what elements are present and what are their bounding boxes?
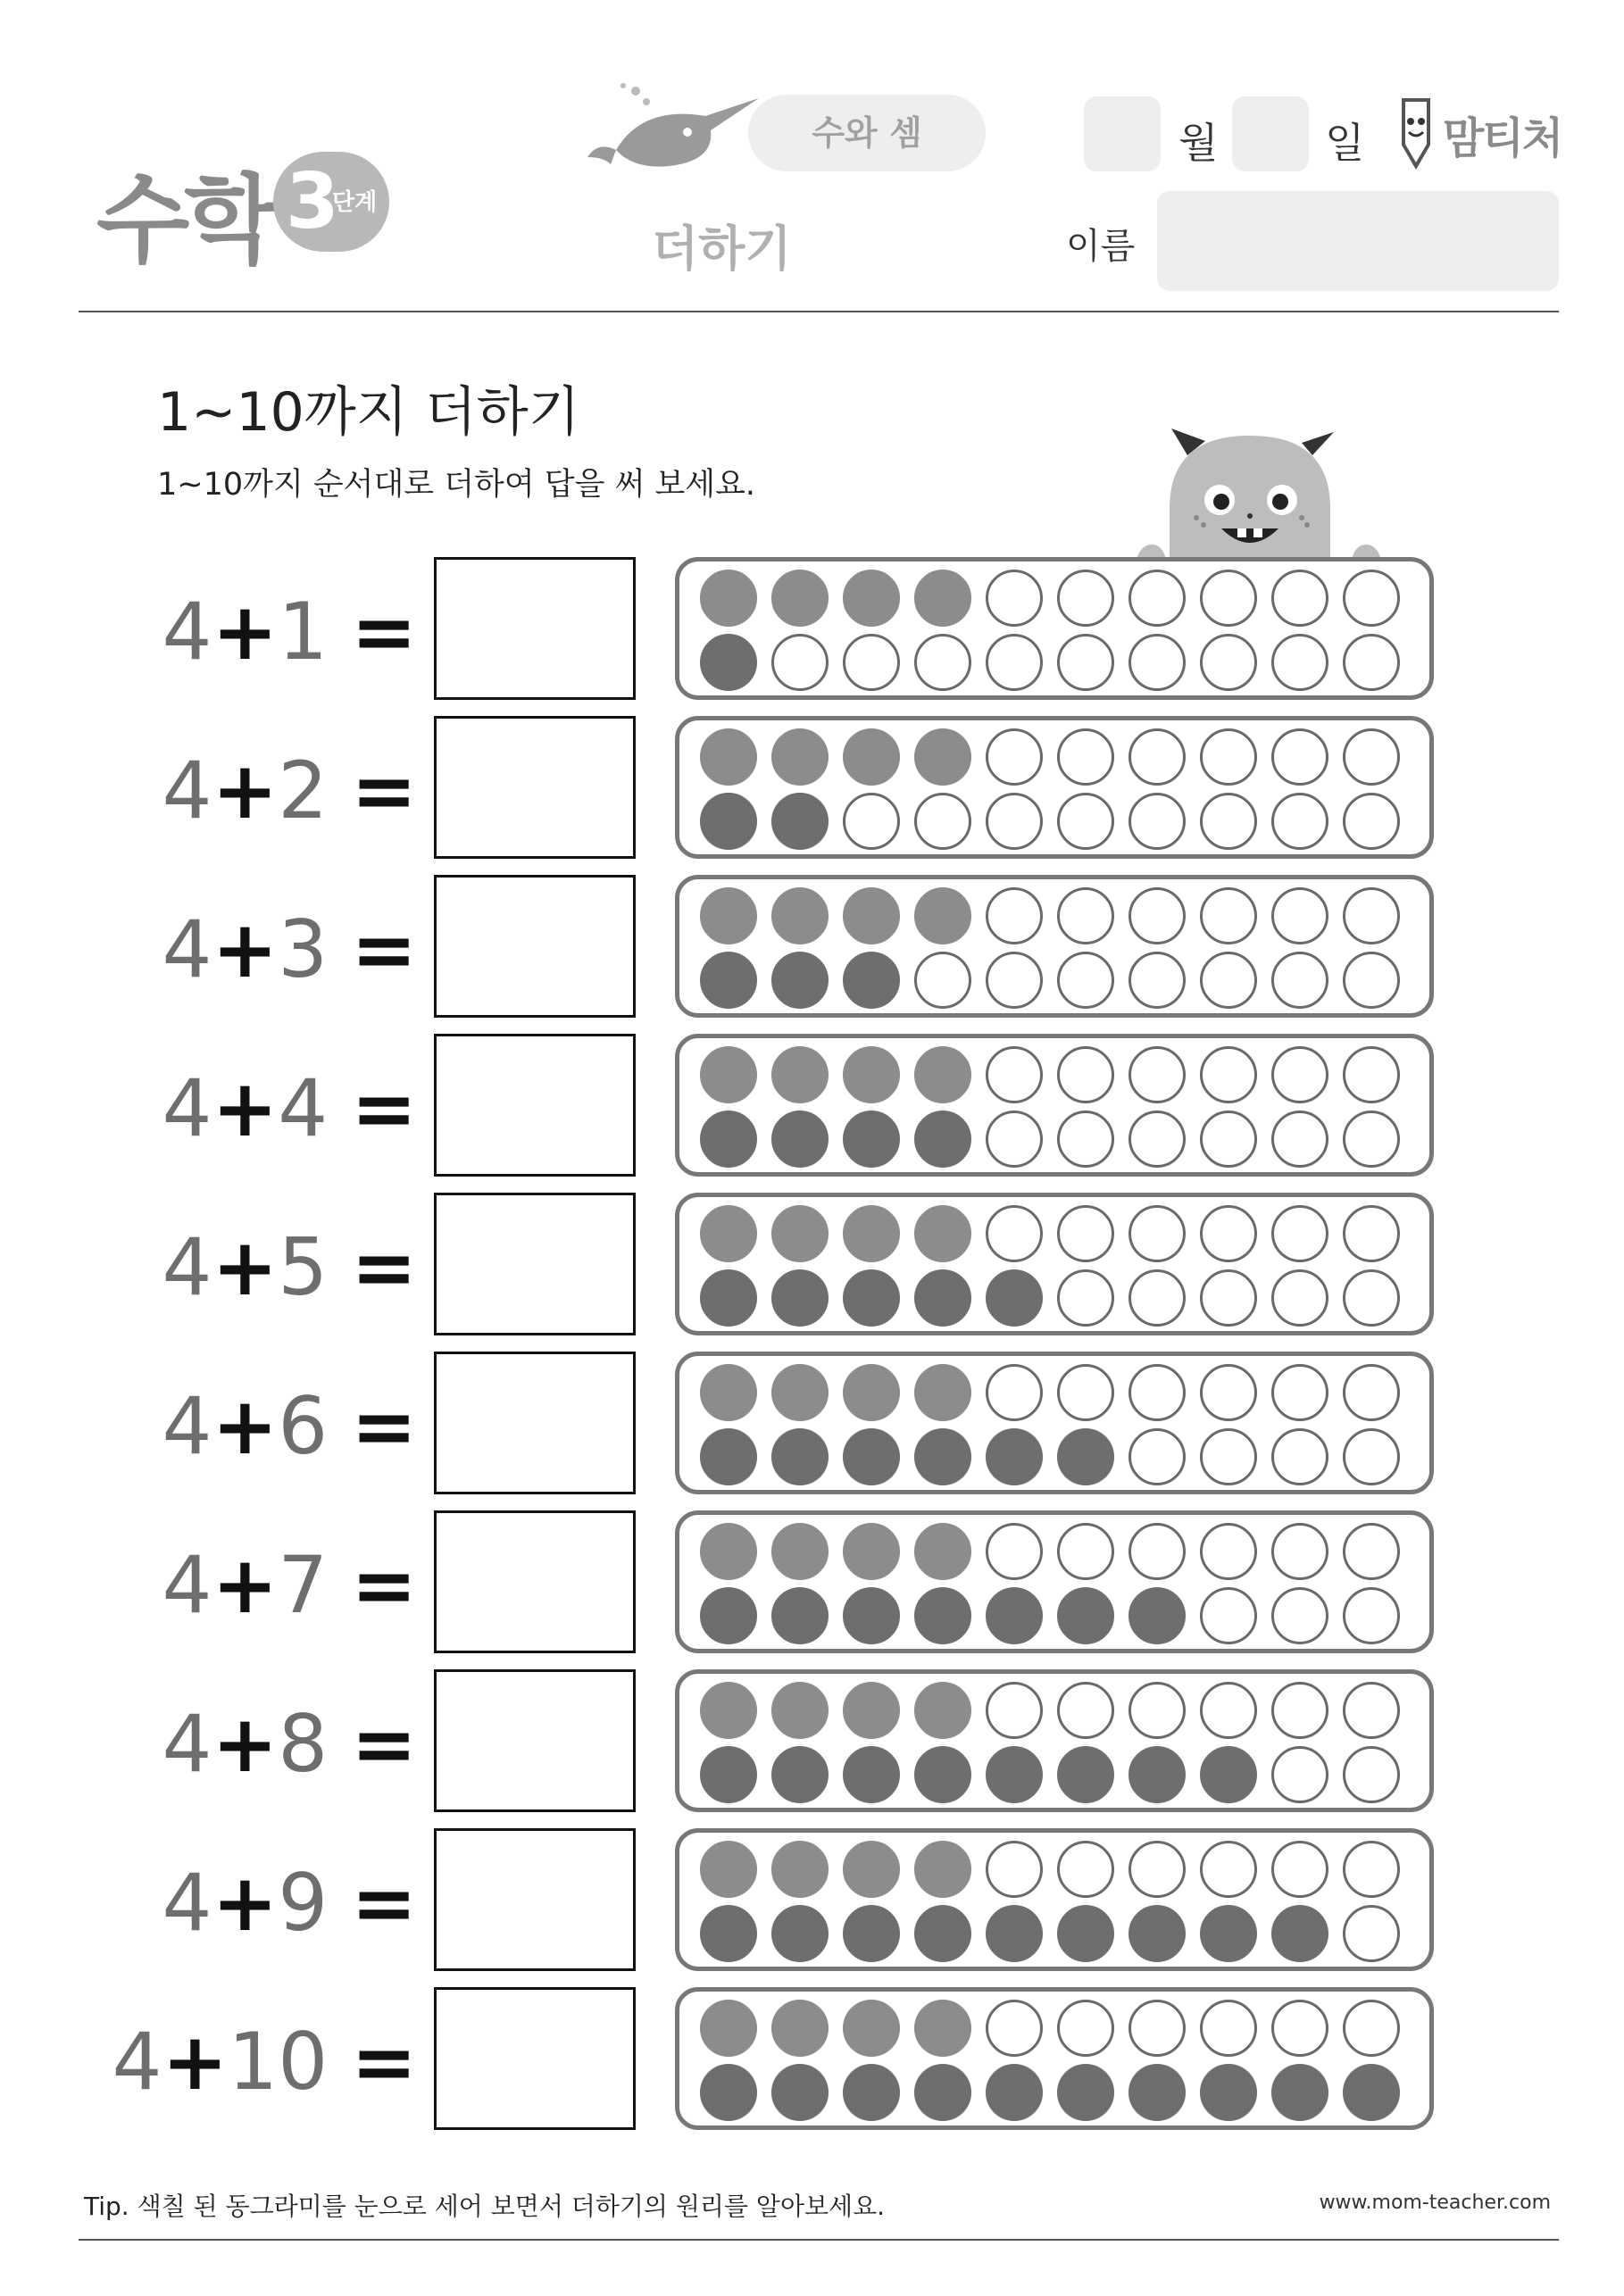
filled-counter-dot: [843, 1046, 900, 1103]
filled-counter-dot: [843, 1841, 900, 1898]
filled-counter-dot: [843, 1682, 900, 1739]
filled-counter-dot: [700, 1523, 757, 1580]
empty-counter-dot: [986, 2000, 1043, 2057]
addend-b: 6: [278, 1380, 329, 1472]
addend-b: 8: [278, 1698, 329, 1790]
empty-counter-dot: [1271, 1111, 1328, 1168]
equals-sign: =: [351, 2016, 417, 2108]
empty-counter-dot: [1128, 1523, 1186, 1580]
filled-counter-dot: [700, 1205, 757, 1262]
filled-counter-dot: [771, 1841, 829, 1898]
empty-counter-dot: [1128, 1841, 1186, 1898]
filled-counter-dot: [843, 1905, 900, 1962]
filled-counter-dot: [700, 1428, 757, 1485]
problem-row: [0, 1669, 1624, 1812]
equals-sign: =: [351, 1857, 417, 1949]
empty-counter-dot: [1057, 634, 1114, 691]
empty-counter-dot: [1128, 1682, 1186, 1739]
filled-counter-dot: [1271, 1905, 1328, 1962]
empty-counter-dot: [1271, 728, 1328, 786]
filled-counter-dot: [700, 728, 757, 786]
filled-counter-dot: [914, 1841, 971, 1898]
empty-counter-dot: [1057, 1682, 1114, 1739]
problem-row: [0, 1510, 1624, 1653]
empty-counter-dot: [986, 1046, 1043, 1103]
empty-counter-dot: [1200, 2000, 1257, 2057]
empty-counter-dot: [1271, 570, 1328, 627]
filled-counter-dot: [771, 1111, 829, 1168]
empty-counter-dot: [986, 952, 1043, 1009]
empty-counter-dot: [1057, 887, 1114, 944]
filled-counter-dot: [914, 1269, 971, 1327]
day-field[interactable]: [1232, 96, 1309, 171]
plus-sign: +: [212, 745, 279, 836]
filled-counter-dot: [914, 1682, 971, 1739]
empty-counter-dot: [1343, 1046, 1400, 1103]
filled-counter-dot: [986, 1269, 1043, 1327]
equals-sign: =: [351, 1221, 417, 1313]
filled-counter-dot: [771, 1269, 829, 1327]
empty-counter-dot: [1200, 952, 1257, 1009]
empty-counter-dot: [1271, 1746, 1328, 1803]
empty-counter-dot: [1128, 952, 1186, 1009]
problem-row: [0, 1193, 1624, 1335]
equals-sign: =: [351, 586, 417, 678]
pencil-mascot-icon: [1391, 91, 1441, 171]
filled-counter-dot: [914, 1111, 971, 1168]
filled-counter-dot: [1057, 2064, 1114, 2121]
empty-counter-dot: [1271, 1523, 1328, 1580]
empty-counter-dot: [986, 1111, 1043, 1168]
empty-counter-dot: [1057, 728, 1114, 786]
addend-a: 4: [162, 1698, 212, 1790]
filled-counter-dot: [771, 952, 829, 1009]
filled-counter-dot: [771, 1364, 829, 1421]
filled-counter-dot: [914, 2000, 971, 2057]
empty-counter-dot: [1200, 1523, 1257, 1580]
empty-counter-dot: [1057, 1523, 1114, 1580]
filled-counter-dot: [771, 1205, 829, 1262]
filled-counter-dot: [914, 1364, 971, 1421]
problem-row: [0, 1352, 1624, 1494]
filled-counter-dot: [843, 728, 900, 786]
empty-counter-dot: [1343, 1682, 1400, 1739]
empty-counter-dot: [843, 634, 900, 691]
filled-counter-dot: [700, 1269, 757, 1327]
empty-counter-dot: [1128, 793, 1186, 850]
equation: [162, 1221, 417, 1313]
filled-counter-dot: [843, 1111, 900, 1168]
empty-counter-dot: [1200, 1841, 1257, 1898]
narwhal-icon: [580, 79, 768, 186]
filled-counter-dot: [914, 1428, 971, 1485]
filled-counter-dot: [914, 1905, 971, 1962]
tip-text: Tip. 색칠 된 동그라미를 눈으로 세어 보면서 더하기의 원리를 알아보세요.: [84, 2192, 886, 2221]
empty-counter-dot: [1200, 793, 1257, 850]
empty-counter-dot: [1343, 1205, 1400, 1262]
filled-counter-dot: [700, 1682, 757, 1739]
empty-counter-dot: [1200, 1587, 1257, 1644]
plus-sign: +: [212, 1539, 279, 1631]
empty-counter-dot: [843, 793, 900, 850]
answer-box[interactable]: [434, 1669, 636, 1812]
filled-counter-dot: [700, 1364, 757, 1421]
filled-counter-dot: [843, 1205, 900, 1262]
empty-counter-dot: [1128, 1046, 1186, 1103]
filled-counter-dot: [771, 2064, 829, 2121]
empty-counter-dot: [986, 570, 1043, 627]
empty-counter-dot: [1271, 1205, 1328, 1262]
filled-counter-dot: [700, 887, 757, 944]
empty-counter-dot: [1128, 1364, 1186, 1421]
addend-a: 4: [162, 1857, 212, 1949]
answer-box[interactable]: [434, 1828, 636, 1971]
filled-counter-dot: [771, 1905, 829, 1962]
filled-counter-dot: [1128, 2064, 1186, 2121]
filled-counter-dot: [986, 1587, 1043, 1644]
plus-sign: +: [212, 1857, 279, 1949]
filled-counter-dot: [843, 1523, 900, 1580]
filled-counter-dot: [771, 1046, 829, 1103]
empty-counter-dot: [1271, 1841, 1328, 1898]
filled-counter-dot: [843, 1269, 900, 1327]
empty-counter-dot: [1343, 1428, 1400, 1485]
empty-counter-dot: [1128, 887, 1186, 944]
equation: [162, 745, 417, 836]
addend-a: 4: [162, 1380, 212, 1472]
addend-a: 4: [112, 2016, 162, 2108]
filled-counter-dot: [914, 570, 971, 627]
plus-sign: +: [212, 1698, 279, 1790]
filled-counter-dot: [700, 1841, 757, 1898]
filled-counter-dot: [771, 570, 829, 627]
filled-counter-dot: [986, 1905, 1043, 1962]
equals-sign: =: [351, 1539, 417, 1631]
empty-counter-dot: [1200, 1682, 1257, 1739]
empty-counter-dot: [1128, 570, 1186, 627]
filled-counter-dot: [914, 1523, 971, 1580]
empty-counter-dot: [1271, 634, 1328, 691]
addend-b: 9: [278, 1857, 329, 1949]
plus-sign: +: [162, 2016, 229, 2108]
empty-counter-dot: [771, 634, 829, 691]
empty-counter-dot: [1200, 728, 1257, 786]
month-field[interactable]: [1084, 96, 1161, 171]
equation: [162, 586, 417, 678]
filled-counter-dot: [914, 728, 971, 786]
empty-counter-dot: [1343, 1364, 1400, 1421]
empty-counter-dot: [1128, 1269, 1186, 1327]
filled-counter-dot: [914, 1205, 971, 1262]
problem-row: [0, 557, 1624, 700]
problem-row: [0, 716, 1624, 859]
empty-counter-dot: [1343, 1841, 1400, 1898]
empty-counter-dot: [1057, 952, 1114, 1009]
plus-sign: +: [212, 903, 279, 995]
answer-box[interactable]: [434, 1352, 636, 1494]
addend-b: 2: [278, 745, 329, 836]
empty-counter-dot: [914, 634, 971, 691]
equals-sign: =: [351, 903, 417, 995]
empty-counter-dot: [1200, 1111, 1257, 1168]
website-url: www.mom-teacher.com: [1319, 2192, 1551, 2214]
addend-a: 4: [162, 1539, 212, 1631]
filled-counter-dot: [700, 1111, 757, 1168]
empty-counter-dot: [1343, 570, 1400, 627]
empty-counter-dot: [986, 634, 1043, 691]
addend-b: 4: [278, 1062, 329, 1154]
filled-counter-dot: [843, 1587, 900, 1644]
empty-counter-dot: [1057, 1841, 1114, 1898]
filled-counter-dot: [771, 1587, 829, 1644]
footer-divider: [79, 2239, 1559, 2241]
empty-counter-dot: [1200, 1269, 1257, 1327]
plus-sign: +: [212, 1062, 279, 1154]
filled-counter-dot: [700, 1046, 757, 1103]
empty-counter-dot: [1128, 634, 1186, 691]
filled-counter-dot: [700, 952, 757, 1009]
answer-box[interactable]: [434, 1510, 636, 1653]
filled-counter-dot: [1128, 1746, 1186, 1803]
empty-counter-dot: [1271, 1269, 1328, 1327]
filled-counter-dot: [771, 887, 829, 944]
empty-counter-dot: [1057, 1111, 1114, 1168]
empty-counter-dot: [1271, 1364, 1328, 1421]
empty-counter-dot: [1200, 887, 1257, 944]
addend-a: 4: [162, 1221, 212, 1313]
empty-counter-dot: [986, 1523, 1043, 1580]
filled-counter-dot: [843, 2064, 900, 2121]
filled-counter-dot: [771, 1428, 829, 1485]
month-label: 월: [1178, 119, 1219, 167]
empty-counter-dot: [1343, 1587, 1400, 1644]
filled-counter-dot: [700, 570, 757, 627]
empty-counter-dot: [1271, 1428, 1328, 1485]
empty-counter-dot: [986, 1364, 1043, 1421]
plus-sign: +: [212, 1380, 279, 1472]
empty-counter-dot: [1128, 1205, 1186, 1262]
empty-counter-dot: [1271, 887, 1328, 944]
empty-counter-dot: [1343, 728, 1400, 786]
empty-counter-dot: [1128, 1111, 1186, 1168]
filled-counter-dot: [700, 2064, 757, 2121]
empty-counter-dot: [1200, 1205, 1257, 1262]
filled-counter-dot: [843, 887, 900, 944]
problem-row: [0, 1987, 1624, 2130]
answer-box[interactable]: [434, 875, 636, 1018]
empty-counter-dot: [1271, 2000, 1328, 2057]
filled-counter-dot: [700, 2000, 757, 2057]
addend-a: 4: [162, 745, 212, 836]
filled-counter-dot: [1057, 1905, 1114, 1962]
worksheet-logo: [96, 134, 400, 277]
filled-counter-dot: [1200, 2064, 1257, 2121]
empty-counter-dot: [1343, 1746, 1400, 1803]
empty-counter-dot: [1128, 2000, 1186, 2057]
empty-counter-dot: [1343, 1523, 1400, 1580]
answer-box[interactable]: [434, 1034, 636, 1177]
empty-counter-dot: [1057, 570, 1114, 627]
empty-counter-dot: [1343, 952, 1400, 1009]
filled-counter-dot: [700, 1905, 757, 1962]
addend-b: 10: [228, 2016, 329, 2108]
empty-counter-dot: [1343, 887, 1400, 944]
filled-counter-dot: [771, 2000, 829, 2057]
filled-counter-dot: [700, 793, 757, 850]
logo-text: 수학: [96, 165, 272, 277]
filled-counter-dot: [771, 728, 829, 786]
problem-row: [0, 1034, 1624, 1177]
brand-logo: [1391, 91, 1570, 171]
empty-counter-dot: [1200, 570, 1257, 627]
equation: [162, 1698, 417, 1790]
empty-counter-dot: [1343, 1269, 1400, 1327]
empty-counter-dot: [1343, 634, 1400, 691]
filled-counter-dot: [1343, 2064, 1400, 2121]
empty-counter-dot: [1057, 1205, 1114, 1262]
addend-a: 4: [162, 1062, 212, 1154]
filled-counter-dot: [1057, 1587, 1114, 1644]
empty-counter-dot: [1200, 1364, 1257, 1421]
addend-b: 7: [278, 1539, 329, 1631]
filled-counter-dot: [1200, 1905, 1257, 1962]
empty-counter-dot: [1057, 1269, 1114, 1327]
filled-counter-dot: [1271, 2064, 1328, 2121]
empty-counter-dot: [986, 1841, 1043, 1898]
addend-b: 3: [278, 903, 329, 995]
empty-counter-dot: [1128, 1428, 1186, 1485]
empty-counter-dot: [1057, 1364, 1114, 1421]
filled-counter-dot: [986, 1428, 1043, 1485]
level-step: 단계: [332, 189, 378, 216]
filled-counter-dot: [843, 570, 900, 627]
empty-counter-dot: [1343, 1905, 1400, 1962]
empty-counter-dot: [1128, 728, 1186, 786]
equals-sign: =: [351, 1062, 417, 1154]
filled-counter-dot: [986, 1746, 1043, 1803]
empty-counter-dot: [986, 793, 1043, 850]
empty-counter-dot: [1200, 634, 1257, 691]
empty-counter-dot: [1343, 2000, 1400, 2057]
filled-counter-dot: [700, 1746, 757, 1803]
answer-box[interactable]: [434, 716, 636, 859]
header-divider: [79, 311, 1559, 312]
brand-text: 맘티처: [1443, 113, 1562, 163]
equation: [112, 2016, 417, 2108]
empty-counter-dot: [986, 1205, 1043, 1262]
empty-counter-dot: [1057, 2000, 1114, 2057]
subtopic-label: 더하기: [652, 220, 792, 277]
empty-counter-dot: [986, 1682, 1043, 1739]
filled-counter-dot: [986, 2064, 1043, 2121]
answer-box[interactable]: [434, 1193, 636, 1335]
filled-counter-dot: [771, 793, 829, 850]
monster-mascot-icon: [1116, 411, 1402, 571]
filled-counter-dot: [771, 1523, 829, 1580]
addend-a: 4: [162, 903, 212, 995]
filled-counter-dot: [843, 952, 900, 1009]
filled-counter-dot: [843, 2000, 900, 2057]
equals-sign: =: [351, 745, 417, 836]
filled-counter-dot: [914, 1746, 971, 1803]
addend-b: 5: [278, 1221, 329, 1313]
filled-counter-dot: [914, 1587, 971, 1644]
level-badge: [273, 152, 389, 252]
addend-a: 4: [162, 586, 212, 678]
problem-row: [0, 875, 1624, 1018]
empty-counter-dot: [986, 728, 1043, 786]
filled-counter-dot: [914, 1046, 971, 1103]
equation: [162, 1539, 417, 1631]
topic-label: 수와 셈: [748, 95, 986, 171]
empty-counter-dot: [914, 952, 971, 1009]
filled-counter-dot: [700, 1587, 757, 1644]
level-number: 3: [286, 157, 339, 246]
filled-counter-dot: [771, 1682, 829, 1739]
equation: [162, 1380, 417, 1472]
filled-counter-dot: [1200, 1746, 1257, 1803]
day-label: 일: [1325, 119, 1365, 167]
empty-counter-dot: [1343, 1111, 1400, 1168]
empty-counter-dot: [1271, 793, 1328, 850]
plus-sign: +: [212, 1221, 279, 1313]
filled-counter-dot: [1057, 1428, 1114, 1485]
empty-counter-dot: [1200, 1428, 1257, 1485]
equation: [162, 903, 417, 995]
worksheet-instruction: 1~10까지 순서대로 더하여 답을 써 보세요.: [157, 467, 756, 503]
equals-sign: =: [351, 1380, 417, 1472]
answer-box[interactable]: [434, 557, 636, 700]
empty-counter-dot: [1200, 1046, 1257, 1103]
filled-counter-dot: [1128, 1905, 1186, 1962]
empty-counter-dot: [914, 793, 971, 850]
name-label: 이름: [1066, 226, 1136, 267]
equals-sign: =: [351, 1698, 417, 1790]
filled-counter-dot: [914, 2064, 971, 2121]
empty-counter-dot: [1057, 793, 1114, 850]
problem-row: [0, 1828, 1624, 1971]
equation: [162, 1857, 417, 1949]
empty-counter-dot: [1271, 1682, 1328, 1739]
filled-counter-dot: [771, 1746, 829, 1803]
empty-counter-dot: [1057, 1046, 1114, 1103]
empty-counter-dot: [1343, 793, 1400, 850]
filled-counter-dot: [914, 887, 971, 944]
plus-sign: +: [212, 586, 279, 678]
filled-counter-dot: [1057, 1746, 1114, 1803]
empty-counter-dot: [1271, 1587, 1328, 1644]
worksheet-title: 1~10까지 더하기: [157, 381, 580, 444]
filled-counter-dot: [843, 1746, 900, 1803]
filled-counter-dot: [1128, 1587, 1186, 1644]
filled-counter-dot: [843, 1364, 900, 1421]
answer-box[interactable]: [434, 1987, 636, 2130]
filled-counter-dot: [700, 634, 757, 691]
empty-counter-dot: [1271, 952, 1328, 1009]
name-field[interactable]: [1157, 191, 1559, 291]
filled-counter-dot: [843, 1428, 900, 1485]
equation: [162, 1062, 417, 1154]
empty-counter-dot: [1271, 1046, 1328, 1103]
empty-counter-dot: [986, 887, 1043, 944]
addend-b: 1: [278, 586, 329, 678]
